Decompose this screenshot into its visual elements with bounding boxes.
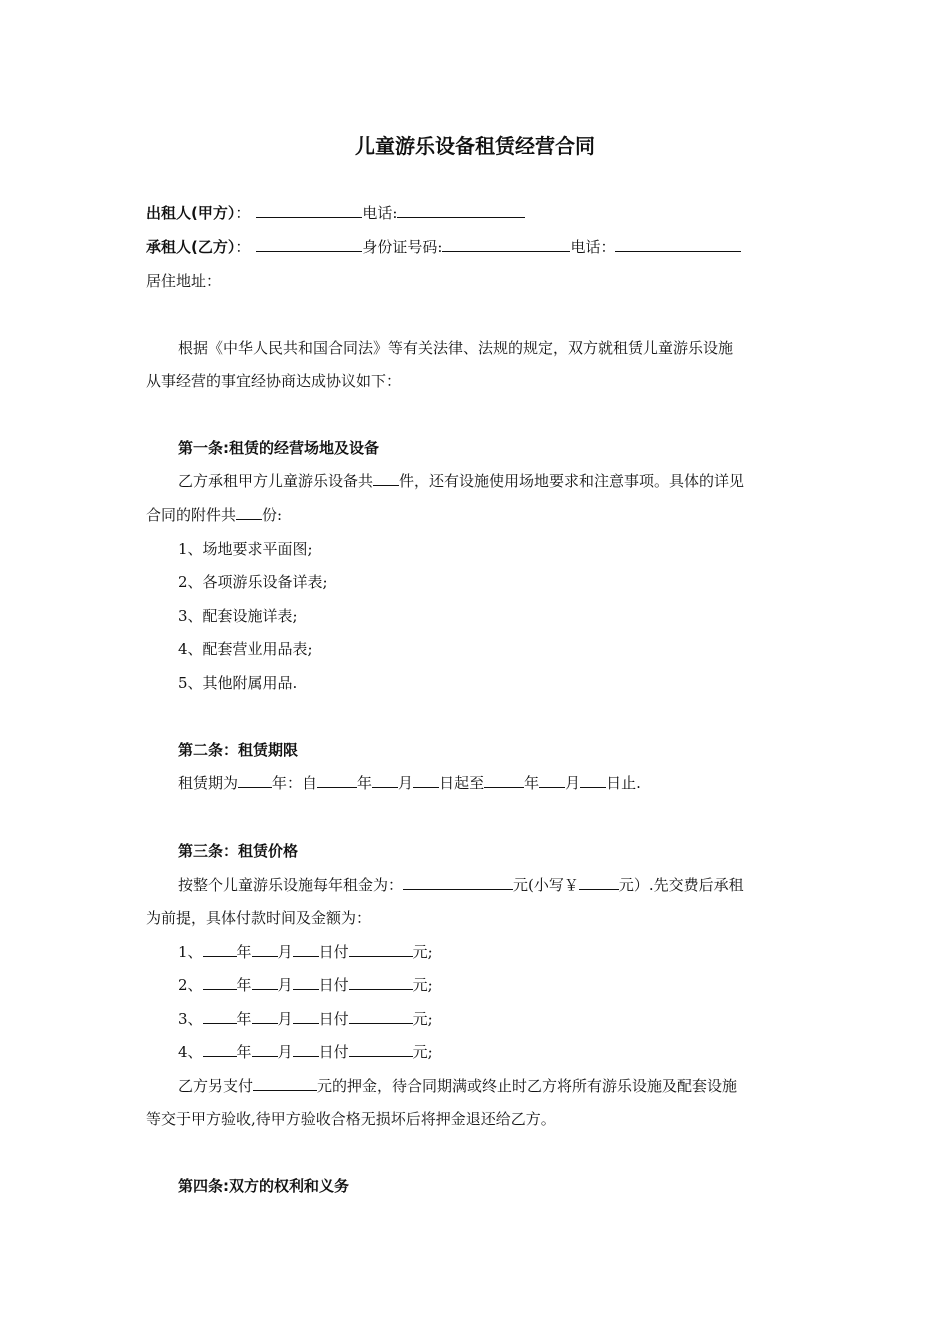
payment-row: 2、 年 月 日付 元; [178, 976, 433, 994]
lessor-label: 出租人(甲方） [146, 204, 236, 222]
article1-para-1: 乙方承租甲方儿童游乐设备共 件，还有设施使用场地要求和注意事项。具体的详见 [178, 472, 745, 490]
article2-heading: 第二条：租赁期限 [178, 741, 299, 759]
article3-heading: 第三条：租赁价格 [178, 842, 299, 860]
lessee-line: 承租人(乙方）： 身份证号码: 电话： [146, 236, 741, 258]
payment-row: 1、 年 月 日付 元; [178, 943, 433, 961]
address-line: 居住地址： [146, 272, 222, 290]
attachment-item: 4、配套营业用品表; [178, 640, 313, 658]
lessee-phone-blank [615, 236, 741, 252]
attachment-item: 5、其他附属用品. [178, 674, 298, 692]
deposit-line-2: 等交于甲方验收,待甲方验收合格无损坏后将押金退还给乙方。 [146, 1110, 556, 1128]
lessor-name-blank [256, 202, 362, 218]
lessee-label: 承租人(乙方） [146, 238, 236, 256]
article4-heading: 第四条:双方的权利和义务 [178, 1177, 349, 1195]
article1-heading: 第一条:租赁的经营场地及设备 [178, 439, 379, 457]
lessee-name-blank [256, 236, 362, 252]
article1-para-2: 合同的附件共 份: [146, 506, 283, 524]
lease-period-line: 租赁期为 年：自 年 月 日起至 年 月 日止. [178, 774, 641, 792]
lessee-id-blank [442, 236, 570, 252]
rent-line-2: 为前提，具体付款时间及金额为： [146, 909, 372, 927]
attachment-item: 1、场地要求平面图; [178, 540, 313, 558]
document-title: 儿童游乐设备租赁经营合同 [355, 134, 595, 158]
attachment-item: 2、各项游乐设备详表; [178, 573, 328, 591]
preamble-line-1: 根据《中华人民共和国合同法》等有关法律、法规的规定，双方就租赁儿童游乐设施 [178, 339, 734, 357]
deposit-line: 乙方另支付 元的押金，待合同期满或终止时乙方将所有游乐设施及配套设施 [178, 1077, 738, 1095]
attachment-item: 3、配套设施详表; [178, 607, 298, 625]
lessor-line: 出租人(甲方）： 电话: [146, 202, 525, 224]
payment-row: 3、 年 月 日付 元; [178, 1010, 433, 1028]
lessor-phone-blank [397, 202, 525, 218]
rent-line: 按整个儿童游乐设施每年租金为： 元(小写￥ 元）.先交费后承租 [178, 876, 744, 894]
preamble-line-2: 从事经营的事宜经协商达成协议如下： [146, 372, 402, 390]
payment-row: 4、 年 月 日付 元; [178, 1043, 433, 1061]
